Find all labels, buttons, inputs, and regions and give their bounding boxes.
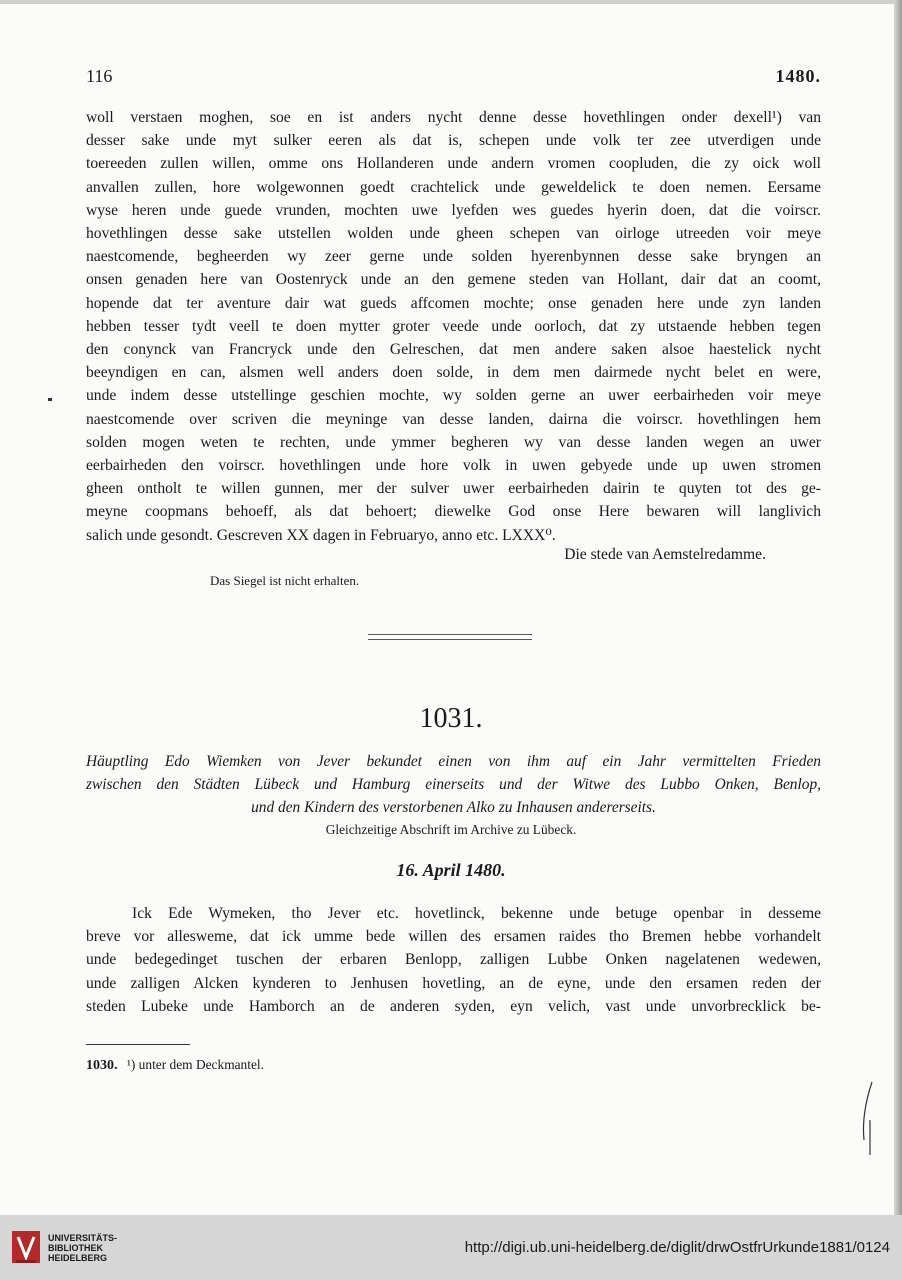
- text-line: naestcomende, begheerden wy zeer gerne unde solden hyerenbynnen desse sake bryngen an: [86, 248, 821, 266]
- page-edge-top: [0, 0, 902, 4]
- text-line: eerbairheden den voirscr. hovethlingen unde hore volk in uwen gebyede unde up uwen stromen: [86, 457, 821, 475]
- text-line: steden Lubeke unde Hamborch an de anderen syden, eyn velich, vast unde unvorbrecklick be-: [86, 997, 821, 1015]
- regest: [86, 750, 821, 819]
- text-line: desser sake unde myt sulker eeren als dat is, schepen unde volk ter zee utverdigen unde: [86, 132, 821, 150]
- document-1031-text: [86, 902, 821, 1018]
- document-number: 1031.: [419, 703, 483, 734]
- logo-line: UNIVERSITÄTS-: [48, 1233, 118, 1243]
- signature: Die stede van Aemstelredamme.: [564, 546, 766, 563]
- page-edge-right: [894, 0, 902, 1215]
- viewer-footer: [0, 1215, 902, 1280]
- text-line: Ick Ede Wymeken, tho Jever etc. hovetlinck, bekenne unde betuge openbar in desseme: [132, 905, 821, 922]
- footnote-text: ¹) unter dem Deckmantel.: [126, 1057, 264, 1072]
- regest-line: und den Kindern des verstorbenen Alko zu Inhausen andererseits.: [251, 799, 656, 816]
- header-year: 1480.: [775, 66, 821, 86]
- text-line: woll verstaen moghen, soe en ist anders nycht denne desse hovethlingen onder dexell¹) van: [86, 109, 821, 126]
- text-line: den conynck van Francryck unde den Gelreschen, dat men andere saken alsoe haestelick nycht: [86, 341, 821, 359]
- library-name: [48, 1233, 117, 1263]
- seal-note: Das Siegel ist nicht erhalten.: [210, 573, 360, 588]
- text-line: solden mogen weten te rechten, unde ymmer begheren wy van desse landen wegen an uwer: [86, 433, 821, 451]
- logo-line: HEIDELBERG: [48, 1253, 108, 1263]
- permalink-url[interactable]: http://digi.ub.uni-heidelberg.de/diglit/drwOstfrUrkunde1881/0124: [464, 1239, 890, 1256]
- text-line: meyne coopmans behoeff, als dat behoert; diewelke God onse Here bewaren will langlivich: [86, 503, 821, 521]
- text-line: hopende dat ter aventure dair wat gueds affcomen mochte; onse genaden here unde zyn landen: [86, 294, 821, 312]
- text-line: toereeden zullen willen, omme ons Hollanderen unde andern vromen coopluden, die zy oick woll: [86, 155, 821, 173]
- library-crest-icon: [10, 1227, 44, 1267]
- text-line: onsen genaden here van Oostenryck unde an den gemene steden van Hollant, dair dat an coomt,: [86, 271, 821, 289]
- text-line: anvallen zullen, hore wolgewonnen goedt crachtelick unde geweldelick te doen nemen. Eersame: [86, 178, 821, 196]
- text-line: breve vor allesweme, dat ick umme bede willen des ersamen raides tho Bremen hebbe vorhandelt: [86, 928, 821, 946]
- margin-mark: [48, 398, 52, 401]
- page-number: 116: [86, 66, 113, 86]
- logo-line: BIBLIOTHEK: [48, 1243, 103, 1253]
- text-line: beeyndigen en can, alsmen well anders doen solde, in dem men dairmede nycht belet en were,: [86, 364, 821, 382]
- regest-line: zwischen den Städten Lübeck und Hamburg einerseits und der Witwe des Lubbo Onken, Benlop,: [86, 776, 821, 793]
- regest-line: Häuptling Edo Wiemken von Jever bekundet einen von ihm auf ein Jahr vermittelten Frieden: [86, 753, 821, 770]
- text-line: unde bedegedinget tuschen der erbaren Benlopp, zalligen Lubbe Onken nagelatenen wedewen,: [86, 951, 821, 969]
- running-header: [86, 66, 821, 90]
- text-line: unde indem desse utstellinge geschien mochte, wy solden gerne an uwer eerbairheden voir meye: [86, 387, 821, 405]
- footnote-number: 1030.: [86, 1058, 118, 1073]
- text-line: hebben tesser tydt veell te doen mytter groter veede unde oorloch, dat zy utstaende hebben tegen: [86, 317, 821, 335]
- footnote-rule: [86, 1044, 190, 1045]
- footnote: [86, 1057, 264, 1074]
- library-logo[interactable]: [10, 1227, 120, 1267]
- text-line: hovethlingen desse sake utstellen wolden unde gheen schepen van oirloge utreeden voir meye: [86, 225, 821, 243]
- text-line: naestcomende over scriven die meyninge van desse landen, dairna die voirscr. hovethlingen hem: [86, 410, 821, 428]
- text-line: gheen ontholt te willen gunnen, mer der sulver uwer eerbairheden dairin te quyten tot des ge-: [86, 480, 821, 498]
- source-note: Gleichzeitige Abschrift im Archive zu Lübeck.: [325, 822, 577, 837]
- text-line: wyse heren unde guede vrunden, mochten uwe lyefden wes guedes hyerin doen, dat die voirscr.: [86, 201, 821, 219]
- letter-1030-continuation: [86, 106, 821, 547]
- document-date: 16. April 1480.: [396, 860, 506, 880]
- text-line: salich unde gesondt. Gescreven XX dagen in Februaryo, anno etc. LXXX⁰.: [86, 526, 556, 544]
- text-line: unde zalligen Alcken kynderen to Jenhusen hovetling, an de eyne, unde den ersamen reden der: [86, 974, 821, 992]
- section-divider: [368, 634, 532, 640]
- margin-scribble: [856, 1080, 876, 1160]
